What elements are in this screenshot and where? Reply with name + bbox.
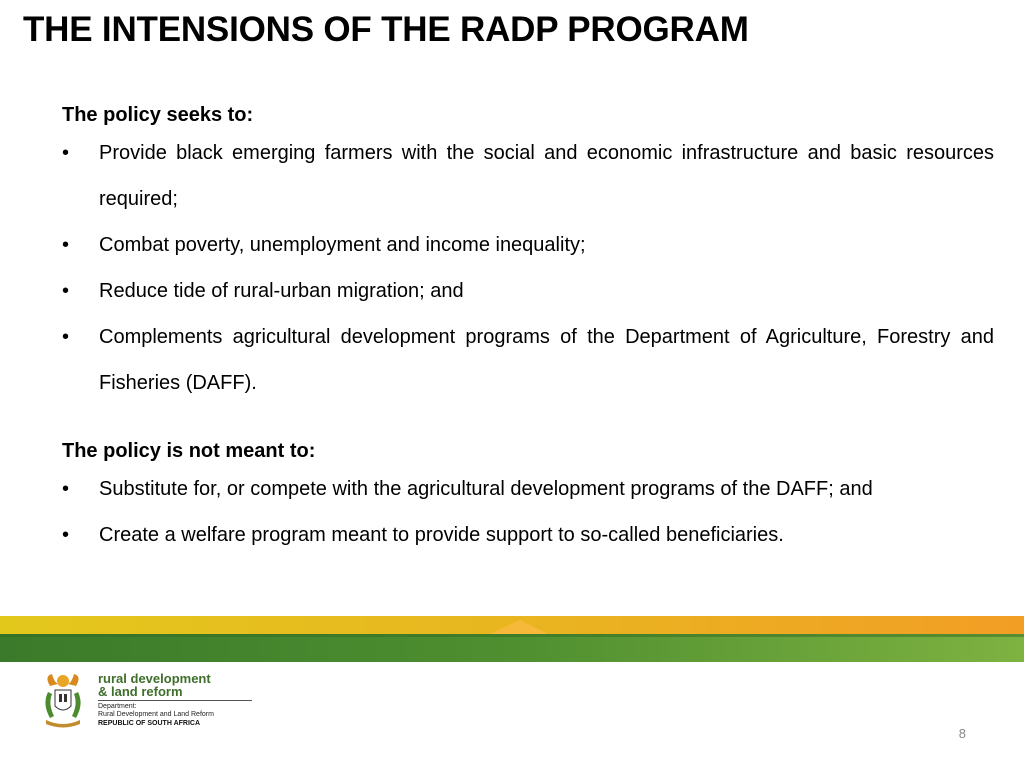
list-item <box>62 222 994 268</box>
bullet-text: Create a welfare program meant to provide support to so-called beneficiaries. <box>99 524 784 546</box>
logo-country: REPUBLIC OF SOUTH AFRICA <box>98 720 201 727</box>
logo-divider <box>98 700 252 701</box>
list-item <box>62 314 994 406</box>
slide-title: THE INTENSIONS OF THE RADP PROGRAM <box>23 10 749 49</box>
section-heading-not-meant: The policy is not meant to: <box>62 440 316 462</box>
list-item <box>62 466 994 512</box>
bullet-text: Complements agricultural development programs of the Department of Agriculture, Forestry and Fisheries (DAFF). <box>99 326 994 394</box>
bullet-dot: • <box>62 142 70 164</box>
list-item <box>62 512 994 558</box>
bullet-text: Combat poverty, unemployment and income inequality; <box>99 234 586 256</box>
bullet-list-not-meant <box>62 466 994 558</box>
slide-body <box>62 100 994 558</box>
list-item <box>62 268 994 314</box>
decorative-band-graphic <box>0 616 1024 662</box>
logo-text <box>98 672 278 728</box>
bullet-dot: • <box>62 326 70 348</box>
bullet-dot: • <box>62 524 70 546</box>
bullet-text: Reduce tide of rural-urban migration; and <box>99 280 464 302</box>
logo-department-label: Department: <box>98 703 137 710</box>
decorative-band <box>0 616 1024 662</box>
bullet-text: Substitute for, or compete with the agricultural development programs of the DAFF; and <box>99 478 873 500</box>
page-number: 8 <box>958 726 966 741</box>
bullet-dot: • <box>62 280 70 302</box>
bullet-dot: • <box>62 234 70 256</box>
section-heading-seeks: The policy seeks to: <box>62 104 254 126</box>
coat-of-arms-icon <box>40 670 86 730</box>
list-item <box>62 130 994 222</box>
logo-line-rural-development: rural development <box>98 671 211 686</box>
bullet-list-seeks <box>62 130 994 406</box>
logo-department-name: Rural Development and Land Reform <box>98 711 214 718</box>
logo-line-land-reform: & land reform <box>98 684 183 699</box>
bullet-text: Provide black emerging farmers with the social and economic infrastructure and basic resources required; <box>99 142 994 210</box>
bullet-dot: • <box>62 478 70 500</box>
